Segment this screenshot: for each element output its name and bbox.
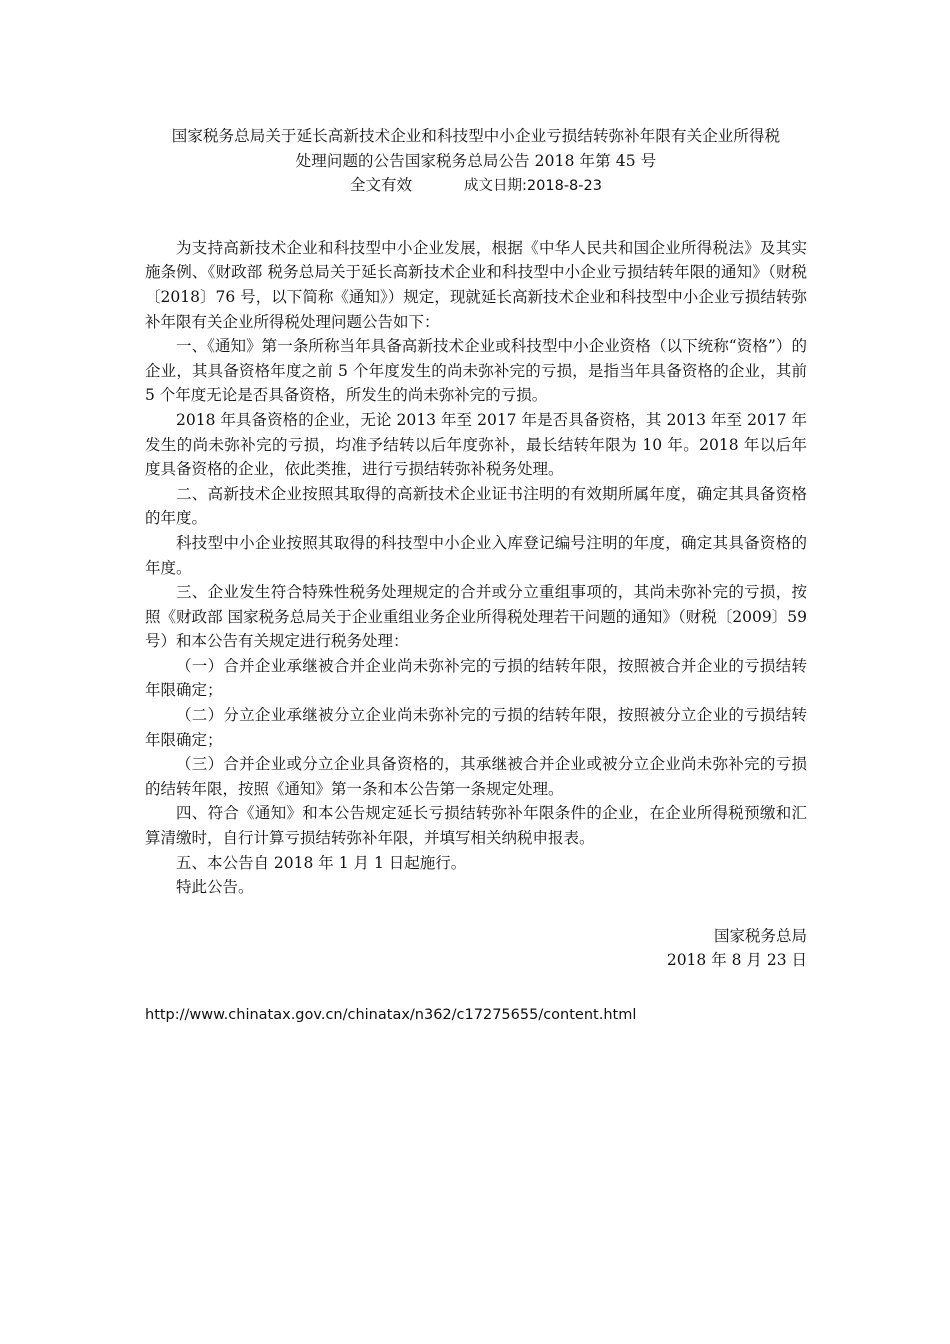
paragraph-article-3-item-2: （二）分立企业承继被分立企业尚未弥补完的亏损的结转年限，按照被分立企业的亏损结转年限确定； (145, 706, 807, 749)
document-body (145, 236, 807, 900)
document-content (145, 124, 807, 1028)
validity-status: 全文有效 (350, 176, 413, 195)
paragraph-article-3-item-3: （三）合并企业或分立企业具备资格的，其承继被合并企业或被分立企业尚未弥补完的亏损的结转年限，按照《通知》第一条和本公告第一条规定处理。 (145, 755, 807, 798)
paragraph-article-4: 四、符合《通知》和本公告规定延长亏损结转弥补年限条件的企业，在企业所得税预缴和汇算清缴时，自行计算亏损结转弥补年限，并填写相关纳税申报表。 (145, 804, 807, 848)
title-line-1: 国家税务总局关于延长高新技术企业和科技型中小企业亏损结转弥补年限有关企业所得税 (171, 127, 781, 145)
signature-date: 2018 年 8 月 23 日 (666, 951, 807, 970)
paragraph-article-2-detail: 科技型中小企业按照其取得的科技型中小企业入库登记编号注明的年度，确定其具备资格的年度。 (145, 533, 807, 577)
document-status-line (145, 173, 807, 199)
title-line-2: 处理问题的公告国家税务总局公告 2018 年第 45 号 (295, 151, 657, 170)
paragraph-article-1: 一、《通知》第一条所称当年具备高新技术企业或科技型中小企业资格（以下统称“资格”）的企业，其具备资格年度之前 5 个年度发生的尚未弥补完的亏损，是指当年具备资格的企业，其前 5 个年度无论是否具备资格，所发生的尚未弥补完的亏损。 (145, 337, 807, 405)
document-title (145, 124, 807, 199)
issue-date: 成文日期:2018-8-23 (464, 178, 602, 195)
paragraph-closing: 特此公告。 (176, 878, 254, 897)
source-url-link[interactable]: http://www.chinatax.gov.cn/chinatax/n362/c17275655/content.html (145, 1007, 637, 1023)
signature-org: 国家税务总局 (713, 926, 807, 945)
paragraph-article-3: 三、企业发生符合特殊性税务处理规定的合并或分立重组事项的，其尚未弥补完的亏损，按照《财政部 国家税务总局关于企业重组业务企业所得税处理若干问题的通知》（财税〔2009〕59 号）和本公告有关规定进行税务处理： (145, 583, 807, 651)
paragraph-intro: 为支持高新技术企业和科技型中小企业发展，根据《中华人民共和国企业所得税法》及其实施条例、《财政部 税务总局关于延长高新技术企业和科技型中小企业亏损结转年限的通知》（财税〔2018〕76 号，以下简称《通知》）规定，现就延长高新技术企业和科技型中小企业亏损结转弥补年限有关企业所得税处理问题公告如下： (145, 238, 807, 331)
paragraph-article-2: 二、高新技术企业按照其取得的高新技术企业证书注明的有效期所属年度，确定其具备资格的年度。 (145, 484, 807, 528)
signature-block (145, 924, 807, 973)
paragraph-article-1-detail: 2018 年具备资格的企业，无论 2013 年至 2017 年是否具备资格，其 2013 年至 2017 年发生的尚未弥补完的亏损，均准予结转以后年度弥补，最长结转年限为 10 年。2018 年以后年度具备资格的企业，依此类推，进行亏损结转弥补税务处理。 (145, 410, 807, 479)
paragraph-article-3-item-1: （一）合并企业承继被合并企业尚未弥补完的亏损的结转年限，按照被合并企业的亏损结转年限确定； (145, 656, 807, 700)
paragraph-article-5: 五、本公告自 2018 年 1 月 1 日起施行。 (176, 853, 467, 872)
